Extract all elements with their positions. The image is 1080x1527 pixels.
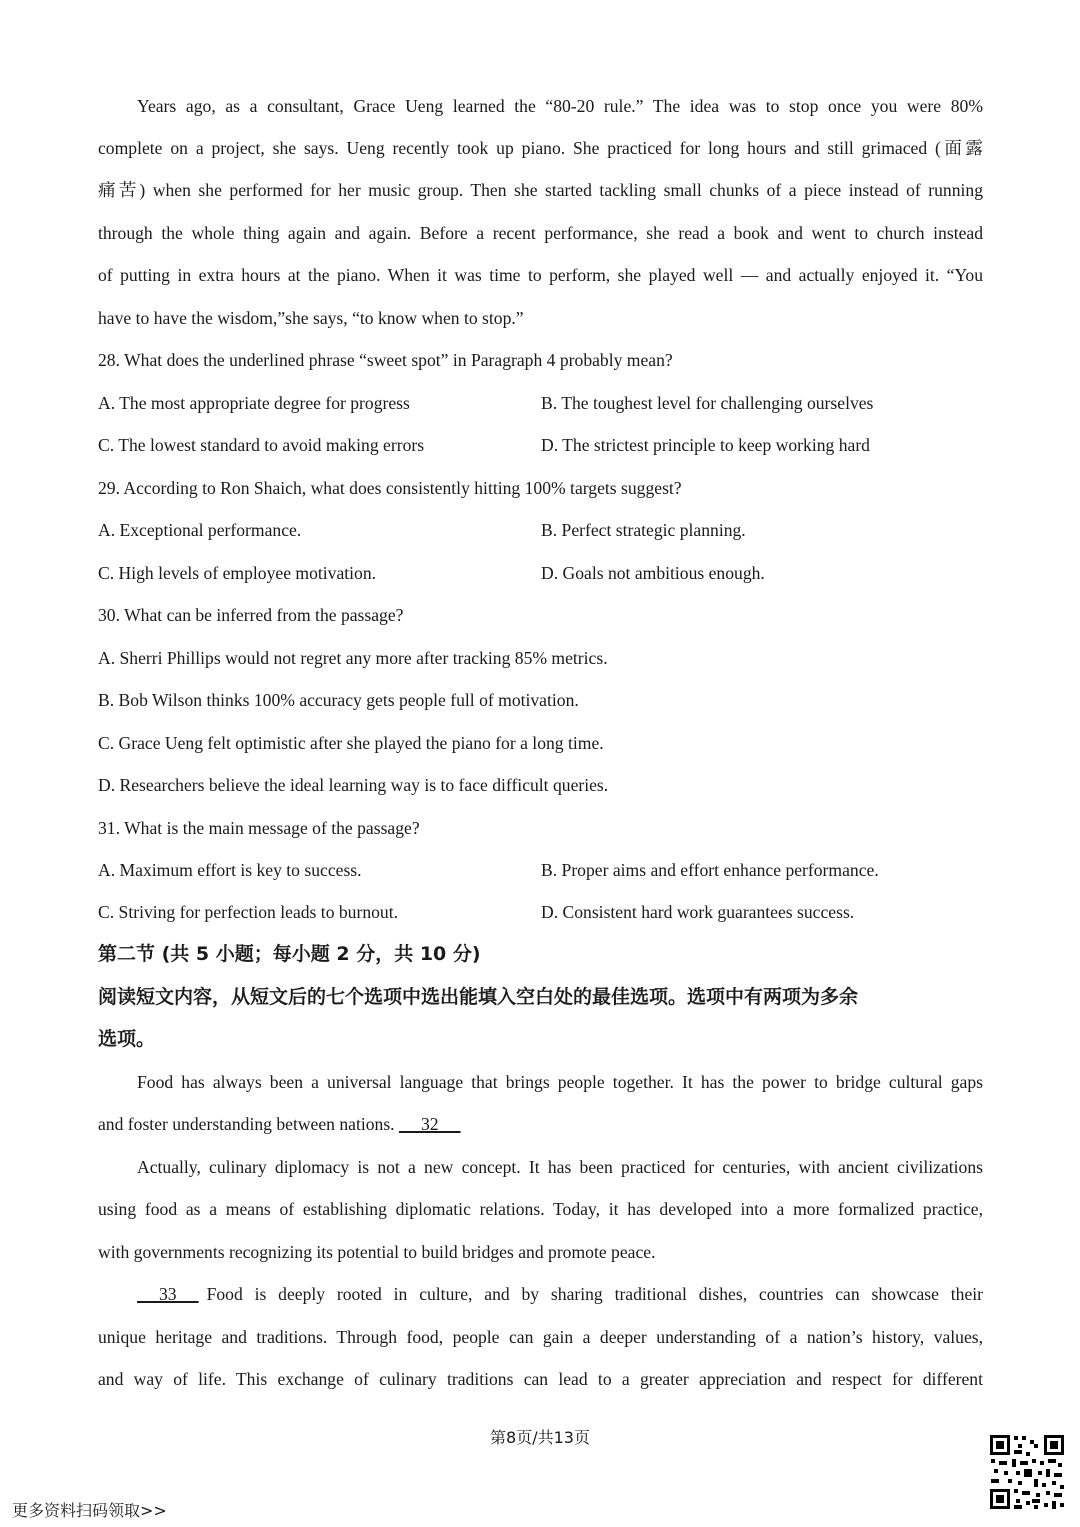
question-29-stem: 29. According to Ron Shaich, what does consistently hitting 100% targets suggest? bbox=[98, 478, 682, 498]
more-materials-link[interactable]: 更多资料扫码领取>> bbox=[12, 1501, 167, 1520]
paragraph-line: and way of life. This exchange of culinary traditions can lead to a greater appreciation and respect for different bbox=[98, 1369, 983, 1389]
question-30-option-d: D. Researchers believe the ideal learning way is to face difficult queries. bbox=[98, 775, 609, 795]
question-28-option-a: A. The most appropriate degree for progress bbox=[98, 393, 410, 413]
paragraph-line: of putting in extra hours at the piano. When it was time to perform, she played well — and actually enjoyed it. “You bbox=[98, 265, 983, 285]
question-31-option-d: D. Consistent hard work guarantees success. bbox=[541, 902, 855, 922]
question-28-option-c: C. The lowest standard to avoid making errors bbox=[98, 435, 425, 455]
section-heading: 第二节 (共 5 小题；每小题 2 分，共 10 分) bbox=[98, 943, 481, 965]
question-31-option-c: C. Striving for perfection leads to burnout. bbox=[98, 902, 399, 922]
question-29-option-b: B. Perfect strategic planning. bbox=[541, 520, 746, 540]
paragraph-text: and foster understanding between nations. bbox=[98, 1114, 395, 1134]
paragraph-line: unique heritage and traditions. Through food, people can gain a deeper understanding of a nation’s history, values, bbox=[98, 1327, 983, 1347]
paragraph-line: have to have the wisdom,”she says, “to know when to stop.” bbox=[98, 308, 524, 328]
qr-code-icon[interactable] bbox=[988, 1433, 1066, 1511]
paragraph-line: Food has always been a universal language that brings people together. It has the power to bridge cultural gaps bbox=[137, 1072, 983, 1092]
section-instruction: 阅读短文内容，从短文后的七个选项中选出能填入空白处的最佳选项。选项中有两项为多余 bbox=[98, 986, 859, 1008]
question-30-option-c: C. Grace Ueng felt optimistic after she played the piano for a long time. bbox=[98, 733, 604, 753]
paragraph-line: Years ago, as a consultant, Grace Ueng learned the “80-20 rule.” The idea was to stop once you were 80% bbox=[137, 96, 983, 116]
question-29-option-a: A. Exceptional performance. bbox=[98, 520, 302, 540]
paragraph-line bbox=[137, 1282, 983, 1306]
question-31-option-a: A. Maximum effort is key to success. bbox=[98, 860, 362, 880]
question-28-option-d: D. The strictest principle to keep working hard bbox=[541, 435, 870, 455]
section-instruction: 选项。 bbox=[98, 1028, 156, 1050]
question-31-option-b: B. Proper aims and effort enhance performance. bbox=[541, 860, 879, 880]
page-number: 第8页/共13页 bbox=[490, 1428, 590, 1447]
question-28-option-b: B. The toughest level for challenging ourselves bbox=[541, 393, 874, 413]
paragraph-line bbox=[98, 1112, 983, 1136]
paragraph-text: Food is deeply rooted in culture, and by sharing traditional dishes, countries can showcase their bbox=[206, 1284, 983, 1304]
question-30-option-a: A. Sherri Phillips would not regret any more after tracking 85% metrics. bbox=[98, 648, 608, 668]
paragraph-line: complete on a project, she says. Ueng recently took up piano. She practiced for long hours and still grimaced (面露 bbox=[98, 138, 983, 158]
question-28-stem: 28. What does the underlined phrase “sweet spot” in Paragraph 4 probably mean? bbox=[98, 350, 673, 370]
question-30-stem: 30. What can be inferred from the passage? bbox=[98, 605, 404, 625]
paragraph-line: 痛苦) when she performed for her music group. Then she started tackling small chunks of a piece instead of running bbox=[98, 180, 983, 200]
question-31-stem: 31. What is the main message of the passage? bbox=[98, 818, 420, 838]
blank-32: 32 bbox=[398, 1114, 461, 1134]
blank-33: 33 bbox=[137, 1284, 199, 1304]
paragraph-line: through the whole thing again and again. Before a recent performance, she read a book and went to church instead bbox=[98, 223, 983, 243]
question-30-option-b: B. Bob Wilson thinks 100% accuracy gets people full of motivation. bbox=[98, 690, 579, 710]
paragraph-line: with governments recognizing its potential to build bridges and promote peace. bbox=[98, 1242, 656, 1262]
question-29-option-d: D. Goals not ambitious enough. bbox=[541, 563, 765, 583]
paragraph-line: using food as a means of establishing diplomatic relations. Today, it has developed into a more formalized practice, bbox=[98, 1199, 983, 1219]
question-29-option-c: C. High levels of employee motivation. bbox=[98, 563, 377, 583]
paragraph-line: Actually, culinary diplomacy is not a new concept. It has been practiced for centuries, with ancient civilizations bbox=[137, 1157, 983, 1177]
